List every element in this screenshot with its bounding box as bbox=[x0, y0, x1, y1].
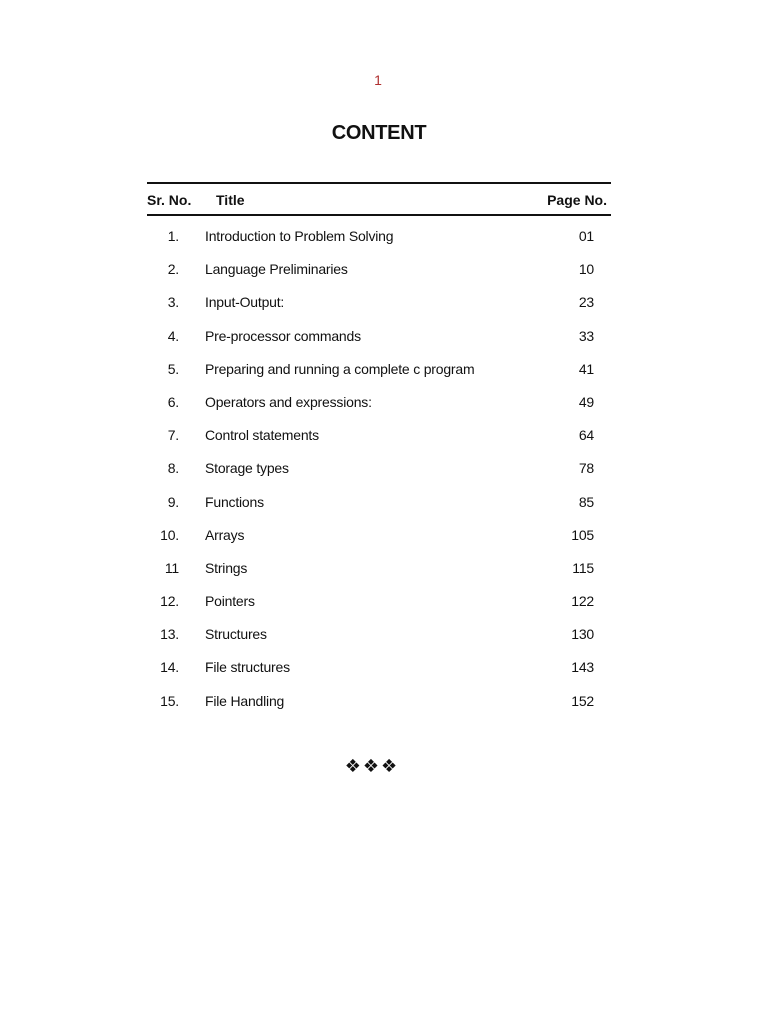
table-header bbox=[147, 184, 611, 214]
table-row bbox=[147, 324, 611, 357]
row-title: Functions bbox=[205, 493, 264, 510]
row-title: Strings bbox=[205, 559, 248, 576]
row-sr-no: 13. bbox=[160, 626, 179, 643]
row-sr-no: 1. bbox=[167, 228, 179, 244]
row-sr-no: 6. bbox=[167, 393, 179, 410]
table-row bbox=[147, 689, 611, 722]
row-sr-no: 10. bbox=[160, 526, 179, 543]
table-row bbox=[147, 390, 611, 423]
table-row bbox=[147, 556, 611, 589]
row-sr-no: 11 bbox=[164, 559, 179, 576]
table-row bbox=[147, 523, 611, 556]
table-row bbox=[147, 456, 611, 489]
table-row bbox=[147, 290, 611, 323]
row-sr-no: 15. bbox=[160, 692, 179, 709]
row-sr-no: 8. bbox=[167, 460, 179, 477]
row-sr-no: 4. bbox=[167, 327, 179, 344]
row-page-no: 49 bbox=[578, 393, 594, 410]
row-page-no: 41 bbox=[578, 360, 594, 377]
header-title: Title bbox=[216, 192, 245, 208]
row-sr-no: 7. bbox=[167, 427, 179, 444]
table-row bbox=[147, 655, 611, 688]
row-title: Pointers bbox=[205, 593, 255, 610]
row-sr-no: 2. bbox=[167, 261, 179, 278]
row-title: File Handling bbox=[205, 692, 285, 709]
row-page-no: 23 bbox=[578, 294, 594, 311]
row-title: Control statements bbox=[205, 427, 319, 444]
row-sr-no: 12. bbox=[160, 593, 179, 610]
table-row bbox=[147, 423, 611, 456]
row-page-no: 130 bbox=[571, 626, 594, 643]
table-row bbox=[147, 357, 611, 390]
row-title: Input-Output: bbox=[205, 294, 285, 311]
table-row bbox=[147, 224, 611, 257]
row-page-no: 122 bbox=[571, 593, 594, 610]
table-row bbox=[147, 490, 611, 523]
row-page-no: 01 bbox=[578, 228, 594, 244]
table-row bbox=[147, 622, 611, 655]
row-page-no: 33 bbox=[578, 327, 594, 344]
row-page-no: 143 bbox=[571, 659, 594, 676]
row-title: Structures bbox=[205, 626, 267, 643]
row-page-no: 105 bbox=[571, 526, 594, 543]
toc-rows bbox=[147, 216, 611, 722]
row-page-no: 64 bbox=[578, 427, 594, 444]
row-title: Preparing and running a complete c program bbox=[205, 360, 475, 377]
table-of-contents bbox=[147, 182, 611, 722]
row-title: Pre-processor commands bbox=[205, 327, 361, 344]
row-title: Introduction to Problem Solving bbox=[205, 228, 394, 244]
row-sr-no: 3. bbox=[167, 294, 179, 311]
header-page-no: Page No. bbox=[547, 192, 607, 208]
row-sr-no: 5. bbox=[167, 360, 179, 377]
header-sr-no: Sr. No. bbox=[147, 192, 192, 208]
row-title: Language Preliminaries bbox=[205, 261, 348, 278]
page-title: CONTENT bbox=[331, 122, 427, 144]
row-page-no: 10 bbox=[578, 261, 594, 278]
row-title: File structures bbox=[205, 659, 290, 676]
ornament-divider-icon: ❖❖❖ bbox=[344, 756, 400, 777]
table-row bbox=[147, 589, 611, 622]
row-sr-no: 14. bbox=[160, 659, 179, 676]
row-page-no: 152 bbox=[571, 692, 594, 709]
row-title: Storage types bbox=[205, 460, 289, 477]
row-title: Arrays bbox=[205, 526, 245, 543]
table-row bbox=[147, 257, 611, 290]
page-number: 1 bbox=[374, 72, 382, 88]
row-title: Operators and expressions: bbox=[205, 393, 372, 410]
row-page-no: 85 bbox=[578, 493, 594, 510]
row-sr-no: 9. bbox=[167, 493, 179, 510]
row-page-no: 78 bbox=[578, 460, 594, 477]
row-page-no: 115 bbox=[572, 559, 594, 576]
